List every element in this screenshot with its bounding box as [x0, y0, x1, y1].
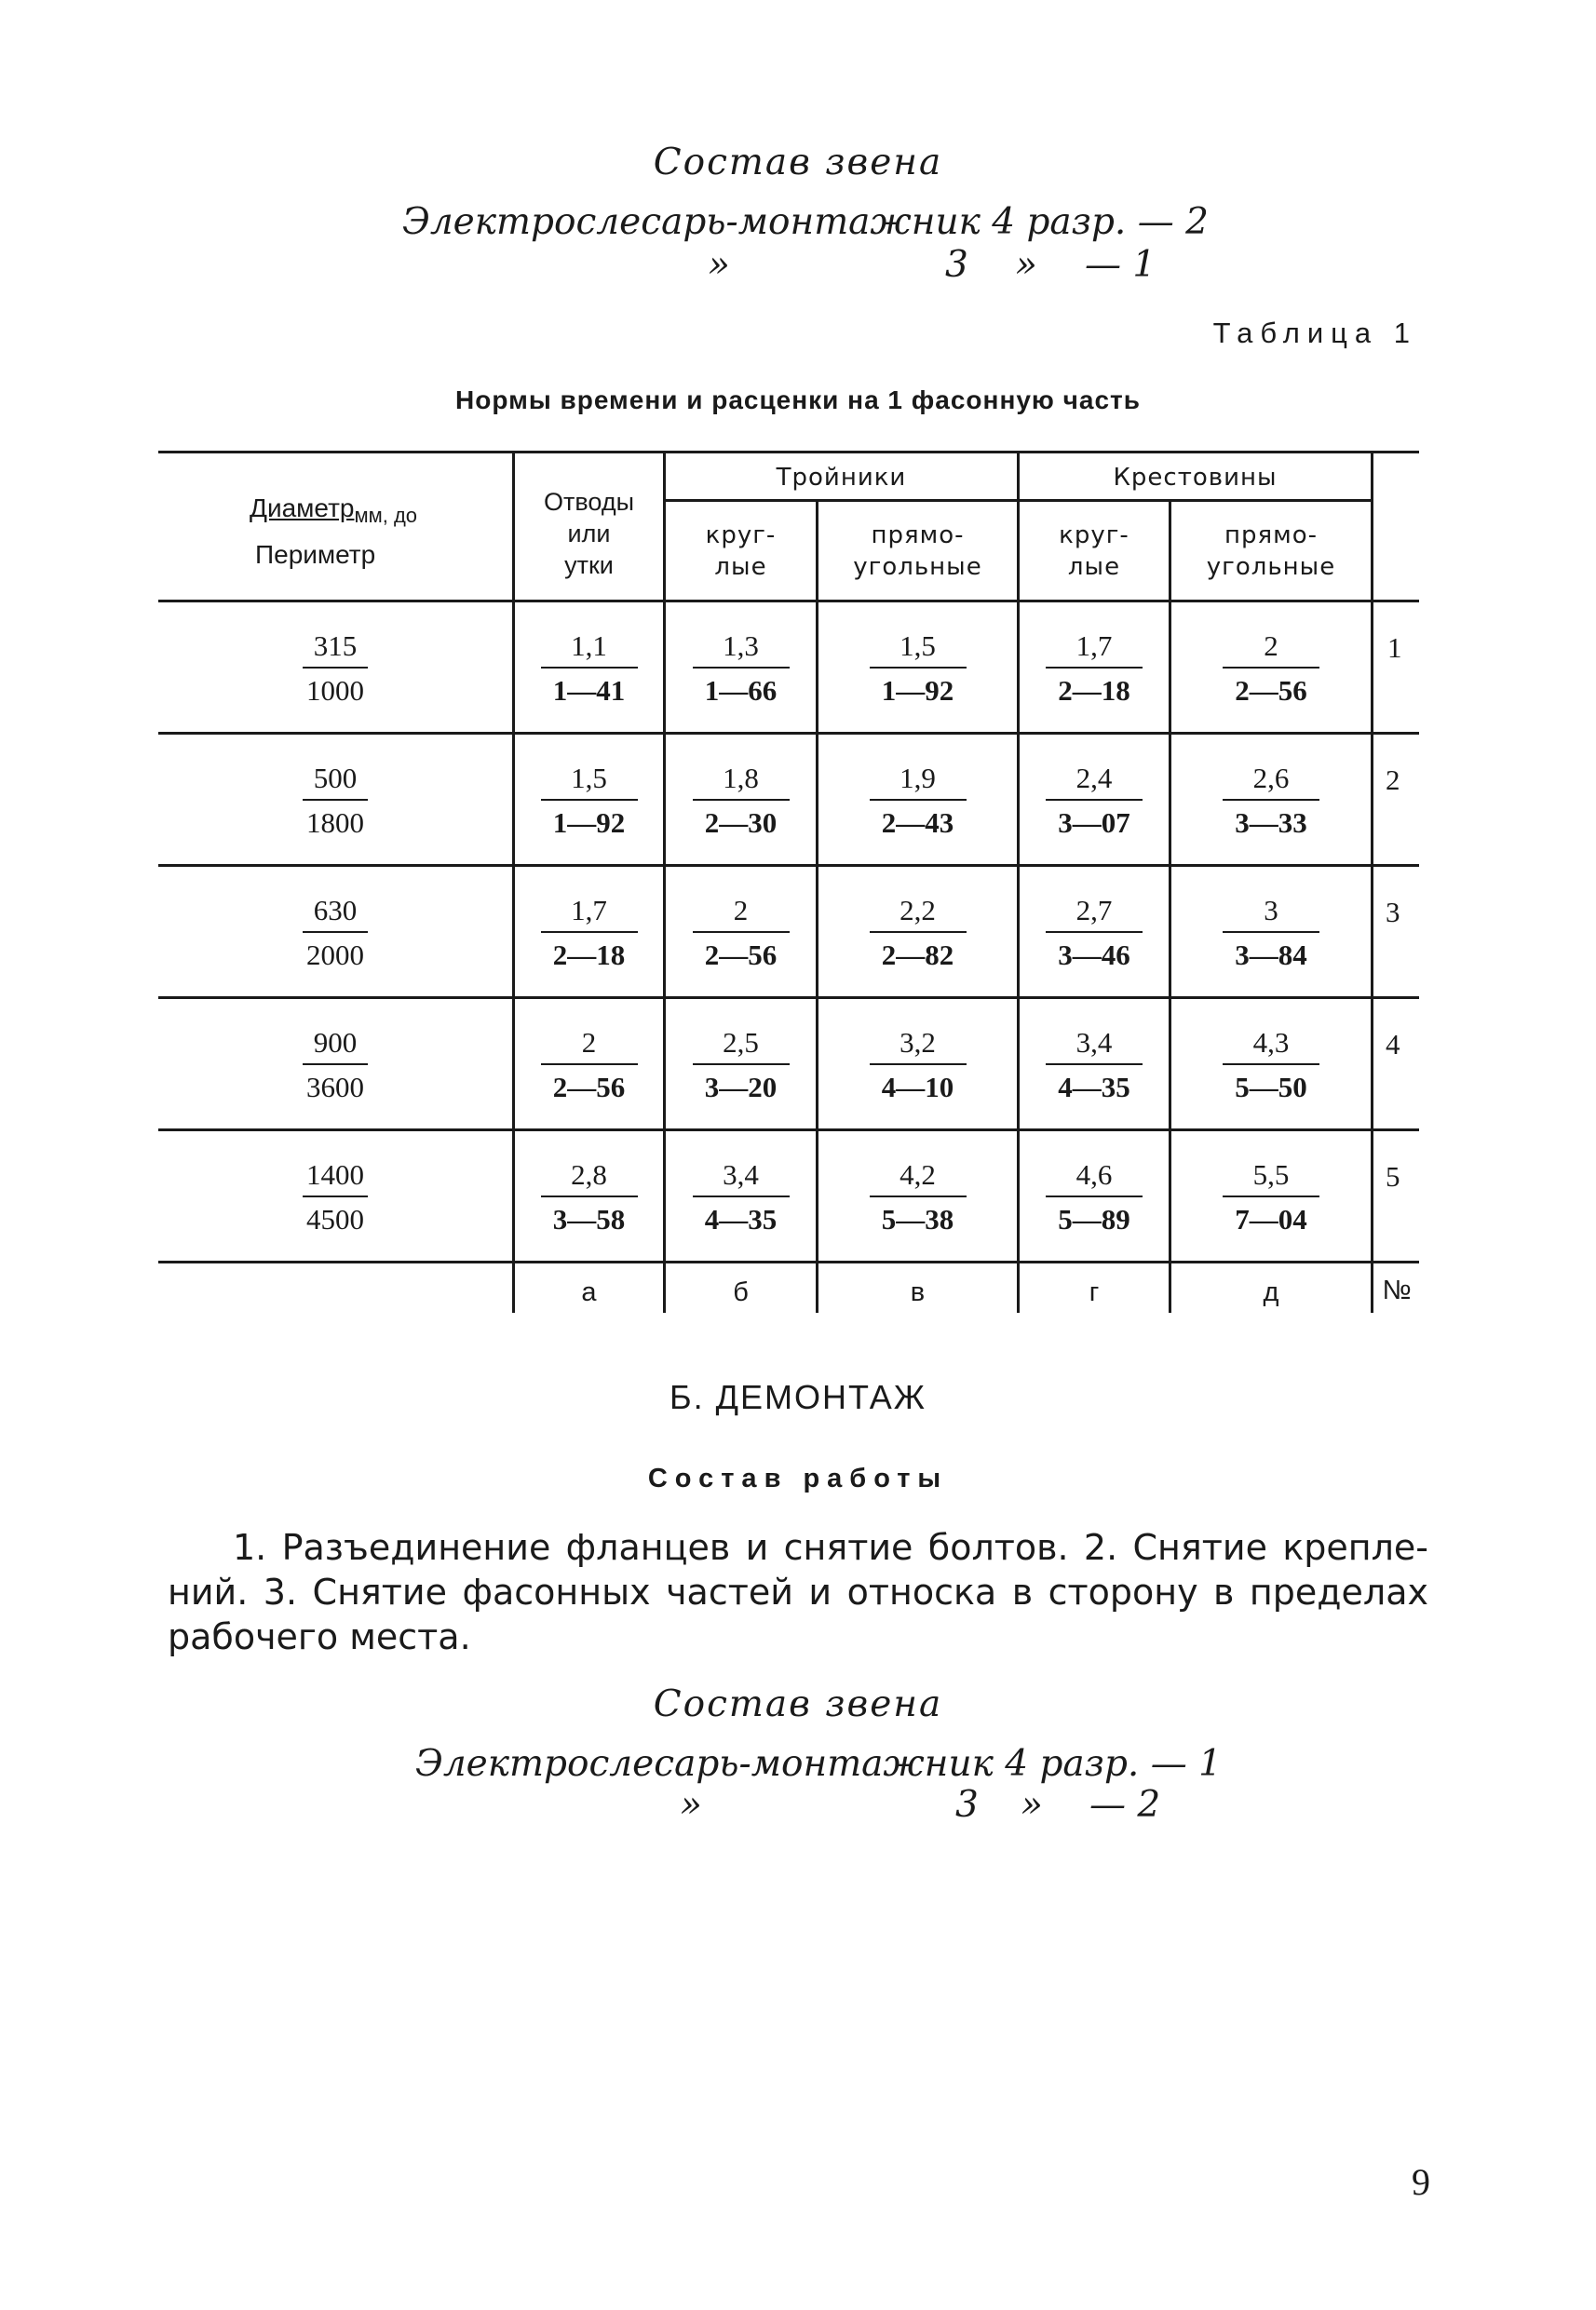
row-number: 2	[1386, 763, 1400, 796]
crew-line-grade3-mark: »	[680, 1784, 702, 1826]
crew-line-grade3-mark: »	[708, 244, 730, 286]
row-number: 1	[1387, 631, 1402, 664]
col-letter-d: д	[1263, 1277, 1279, 1307]
crew-title: Состав звена	[653, 142, 943, 183]
col-letter-a: а	[581, 1277, 597, 1307]
cell-v: 1,5 1—92	[818, 629, 1017, 708]
cell-a: 1,5 1—92	[515, 762, 663, 840]
cell-b: 1,8 2—30	[666, 762, 816, 840]
crew-title: Состав звена	[653, 1683, 943, 1725]
cell-diam-perim: 315 1000	[279, 629, 391, 708]
header-diameter: Диаметр$_{мм, до}$	[250, 493, 418, 527]
cell-v: 3,2 4—10	[818, 1026, 1017, 1104]
cell-v: 4,2 5—38	[818, 1158, 1017, 1236]
cell-a: 2,8 3—58	[515, 1158, 663, 1236]
cell-v: 2,2 2—82	[818, 894, 1017, 972]
col-letter-g: г	[1089, 1277, 1100, 1307]
cell-diam-perim: 630 2000	[279, 894, 391, 972]
cell-b: 2,5 3—20	[666, 1026, 816, 1104]
crew-line-grade3-mark2: »	[1021, 1784, 1043, 1826]
cell-b: 3,4 4—35	[666, 1158, 816, 1236]
header-troyniki-round: круг- лые	[705, 521, 777, 581]
crew-line-grade3-count: — 2	[1089, 1784, 1161, 1826]
header-troyniki: Тройники	[776, 464, 907, 492]
cell-g: 2,4 3—07	[1020, 762, 1169, 840]
work-composition-text: 1. Разъединение фланцев и снятие болтов. 2. Снятие крепле- ний. 3. Снятие фасонных частей и относка в сторону в пределах рабочего места.	[168, 1527, 1428, 1657]
cell-g: 2,7 3—46	[1020, 894, 1169, 972]
cell-g: 4,6 5—89	[1020, 1158, 1169, 1236]
crew-line-grade3-count: — 1	[1085, 244, 1156, 286]
header-krestoviny-rect: прямо- угольные	[1206, 521, 1336, 581]
header-perimeter: Периметр	[255, 540, 376, 569]
cell-diam-perim: 500 1800	[279, 762, 391, 840]
row-number: 3	[1386, 896, 1400, 928]
cell-v: 1,9 2—43	[818, 762, 1017, 840]
header-troyniki-rect: прямо- угольные	[853, 521, 982, 581]
cell-a: 2 2—56	[515, 1026, 663, 1104]
table-caption: Нормы времени и расценки на 1 фасонную часть	[455, 385, 1141, 414]
col-letter-b: б	[733, 1277, 749, 1307]
cell-g: 1,7 2—18	[1020, 629, 1169, 708]
cell-d: 4,3 5—50	[1171, 1026, 1371, 1104]
crew-line-grade3-mark2: »	[1015, 244, 1037, 286]
work-composition-heading: Состав работы	[647, 1464, 949, 1493]
crew-line-grade3-grade: 3	[945, 244, 968, 286]
row-number: 5	[1386, 1160, 1400, 1193]
crew-line-grade4: Электрослесарь-монтажник 4 разр. — 1	[415, 1743, 1222, 1785]
crew-line-grade4: Электрослесарь-монтажник 4 разр. — 2	[402, 201, 1209, 243]
number-sign: №	[1382, 1276, 1412, 1305]
cell-d: 2 2—56	[1171, 629, 1371, 708]
row-number: 4	[1386, 1028, 1400, 1060]
cell-diam-perim: 1400 4500	[279, 1158, 391, 1236]
cell-d: 3 3—84	[1171, 894, 1371, 972]
page-number: 9	[1412, 2161, 1430, 2203]
crew-line-grade3-grade: 3	[955, 1784, 979, 1826]
header-otvody: Отводы или утки	[544, 488, 634, 579]
col-letter-v: в	[910, 1277, 926, 1307]
cell-a: 1,1 1—41	[515, 629, 663, 708]
cell-diam-perim: 900 3600	[279, 1026, 391, 1104]
cell-b: 2 2—56	[666, 894, 816, 972]
cell-d: 5,5 7—04	[1171, 1158, 1371, 1236]
cell-d: 2,6 3—33	[1171, 762, 1371, 840]
header-krestoviny: Крестовины	[1113, 464, 1278, 492]
cell-b: 1,3 1—66	[666, 629, 816, 708]
header-krestoviny-round: круг- лые	[1059, 521, 1129, 581]
section-heading-dismantling: Б. ДЕМОНТАЖ	[669, 1378, 927, 1416]
cell-g: 3,4 4—35	[1020, 1026, 1169, 1104]
cell-a: 1,7 2—18	[515, 894, 663, 972]
table-label: Таблица 1	[1212, 317, 1417, 349]
